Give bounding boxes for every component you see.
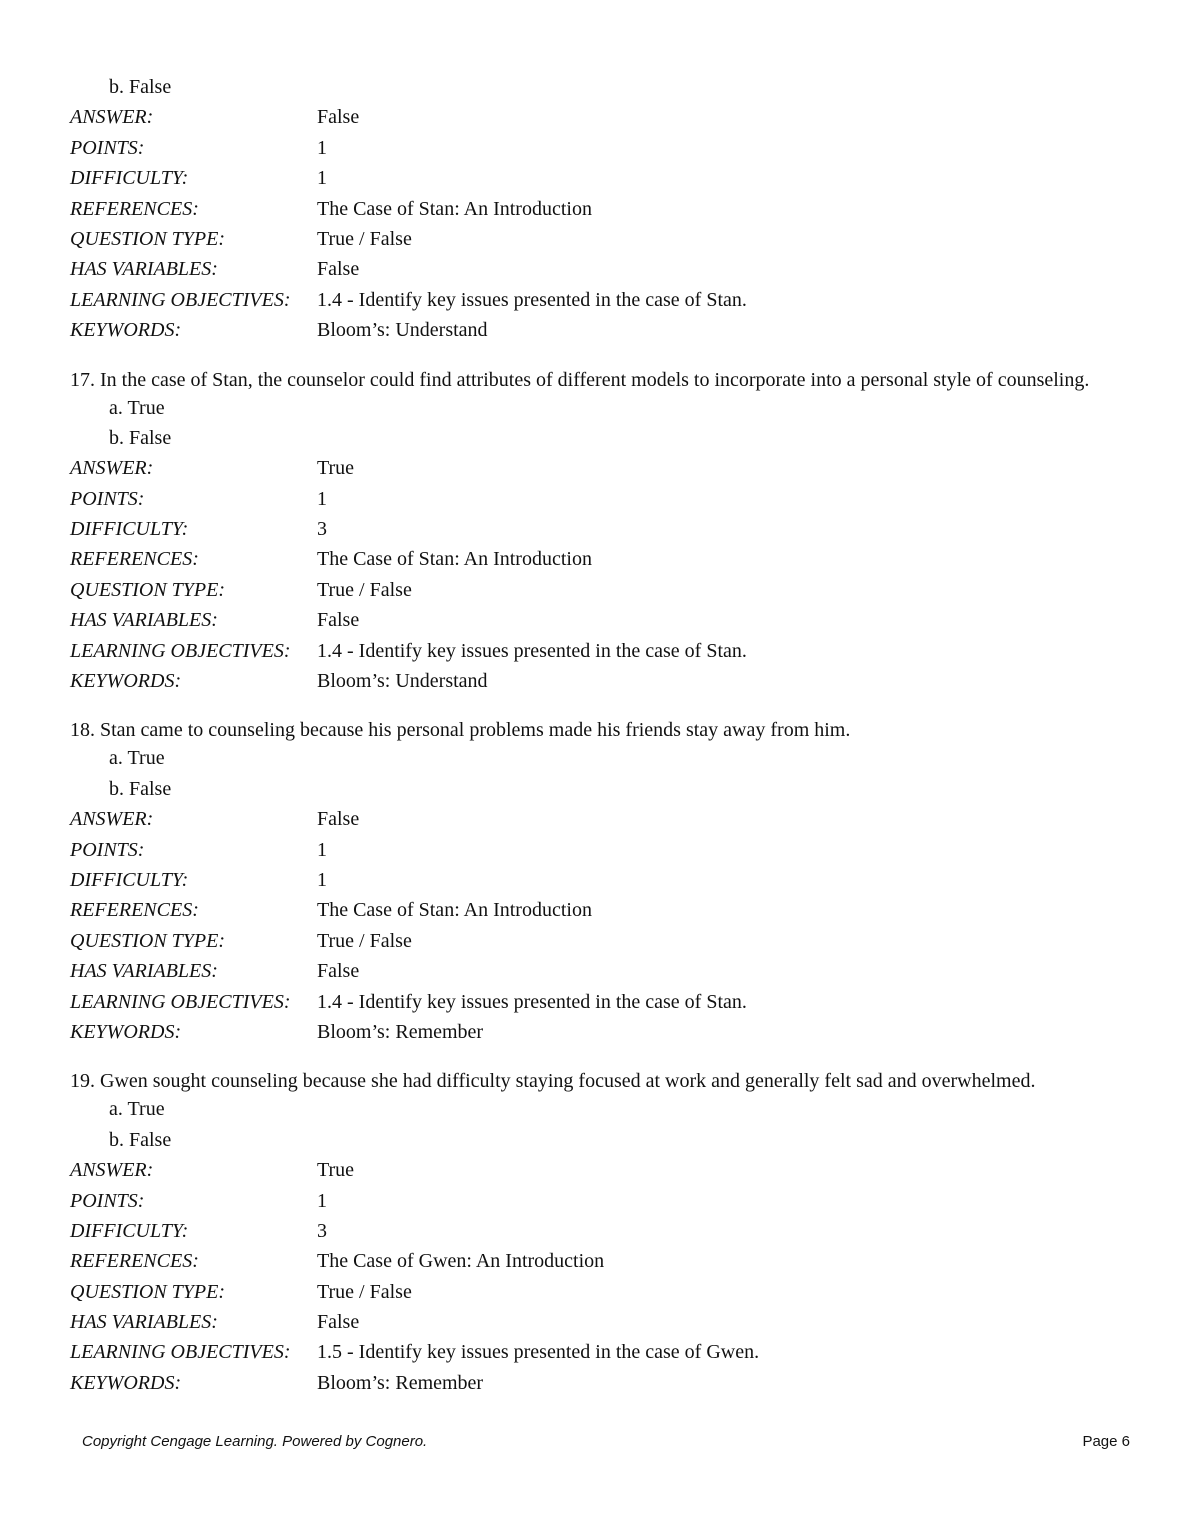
meta-row-keywords: KEYWORDS: Bloom’s: Remember: [70, 1020, 484, 1043]
meta-row-references: REFERENCES: The Case of Stan: An Introduction: [70, 548, 592, 571]
meta-table: [70, 1155, 1130, 1398]
meta-row-answer: ANSWER: False: [70, 808, 360, 831]
meta-row-answer: ANSWER: False: [70, 106, 360, 129]
meta-row-points: POINTS: 1: [70, 487, 327, 510]
meta-row-question-type: QUESTION TYPE: True / False: [70, 578, 412, 601]
meta-row-question-type: QUESTION TYPE: True / False: [70, 1280, 412, 1303]
meta-row-learning-objectives: LEARNING OBJECTIVES: 1.4 - Identify key issues presented in the case of Stan.: [70, 639, 747, 662]
option-a: a. True: [109, 396, 165, 419]
meta-row-has-variables: HAS VARIABLES: False: [70, 1311, 360, 1334]
meta-table: [70, 453, 1130, 696]
page-footer: [82, 1433, 1130, 1450]
page-number: Page 6: [1082, 1433, 1130, 1450]
question-stem: 19. Gwen sought counseling because she had difficulty staying focused at work and generally felt sad and overwhelmed.: [70, 1070, 1036, 1093]
meta-row-keywords: KEYWORDS: Bloom’s: Remember: [70, 1371, 484, 1394]
meta-row-difficulty: DIFFICULTY: 3: [70, 1219, 327, 1242]
question-19: [70, 1069, 1130, 1398]
meta-row-references: REFERENCES: The Case of Gwen: An Introduction: [70, 1250, 605, 1273]
meta-row-learning-objectives: LEARNING OBJECTIVES: 1.4 - Identify key issues presented in the case of Stan.: [70, 288, 747, 311]
meta-table: [70, 804, 1130, 1047]
meta-row-points: POINTS: 1: [70, 136, 327, 159]
meta-row-question-type: QUESTION TYPE: True / False: [70, 227, 412, 250]
meta-row-references: REFERENCES: The Case of Stan: An Introduction: [70, 197, 592, 220]
meta-row-keywords: KEYWORDS: Bloom’s: Understand: [70, 319, 488, 342]
meta-row-learning-objectives: LEARNING OBJECTIVES: 1.4 - Identify key issues presented in the case of Stan.: [70, 990, 747, 1013]
meta-row-question-type: QUESTION TYPE: True / False: [70, 929, 412, 952]
meta-row-learning-objectives: LEARNING OBJECTIVES: 1.5 - Identify key issues presented in the case of Gwen.: [70, 1341, 760, 1364]
meta-row-difficulty: DIFFICULTY: 3: [70, 518, 327, 541]
option-b: b. False: [109, 426, 172, 449]
meta-row-points: POINTS: 1: [70, 1189, 327, 1212]
copyright-text: Copyright Cengage Learning. Powered by Cognero.: [82, 1433, 428, 1450]
meta-row-has-variables: HAS VARIABLES: False: [70, 960, 360, 983]
option-b: b. False: [109, 76, 172, 98]
meta-row-difficulty: DIFFICULTY: 1: [70, 868, 327, 891]
question-17: [70, 368, 1130, 697]
question-16-tail: [70, 72, 1130, 346]
question-18: [70, 718, 1130, 1047]
meta-row-references: REFERENCES: The Case of Stan: An Introduction: [70, 899, 592, 922]
meta-row-answer: ANSWER: True: [70, 457, 355, 480]
meta-row-answer: ANSWER: True: [70, 1159, 355, 1182]
option-b: b. False: [109, 777, 172, 800]
meta-row-difficulty: DIFFICULTY: 1: [70, 167, 327, 190]
meta-row-has-variables: HAS VARIABLES: False: [70, 258, 360, 281]
question-stem: 18. Stan came to counseling because his personal problems made his friends stay away from him.: [70, 719, 851, 742]
option-a: a. True: [109, 1098, 165, 1121]
meta-row-points: POINTS: 1: [70, 838, 327, 861]
meta-row-keywords: KEYWORDS: Bloom’s: Understand: [70, 670, 488, 693]
meta-table: [70, 102, 1130, 345]
option-a: a. True: [109, 747, 165, 770]
question-stem: 17. In the case of Stan, the counselor could find attributes of different models to incorporate into a personal style of counseling.: [70, 368, 1090, 391]
meta-row-has-variables: HAS VARIABLES: False: [70, 609, 360, 632]
document-page: [70, 72, 1130, 1398]
option-b: b. False: [109, 1128, 172, 1151]
